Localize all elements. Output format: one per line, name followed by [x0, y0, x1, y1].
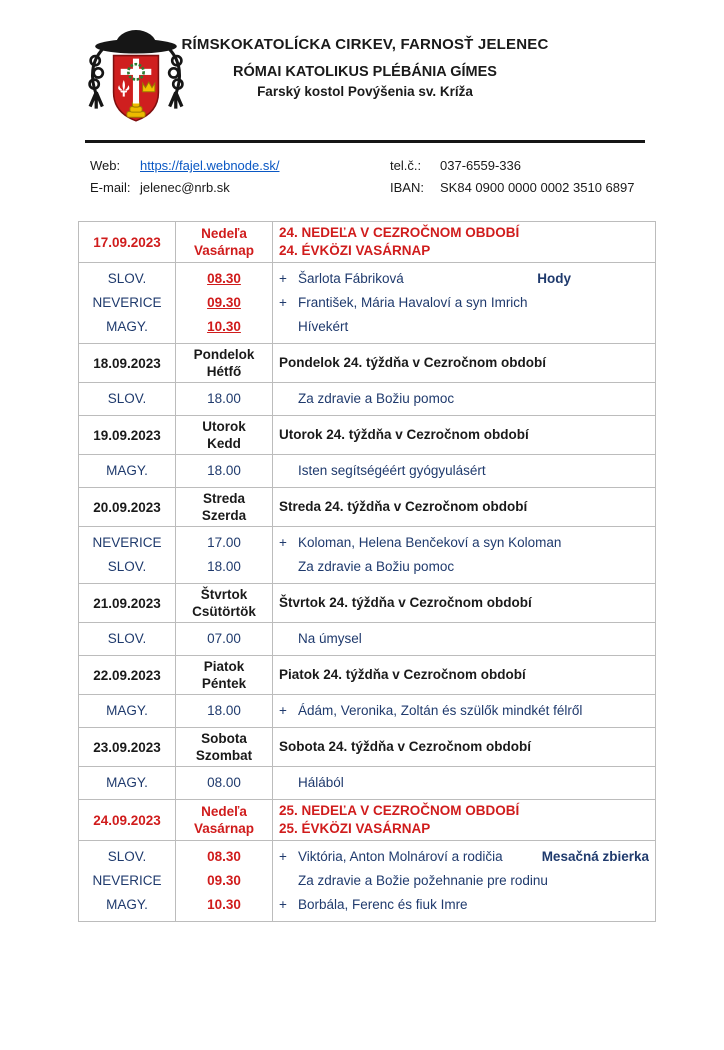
location-cell [79, 383, 176, 416]
table-row-mass [79, 767, 656, 800]
church-name: Farský kostol Povýšenia sv. Kríža [257, 84, 473, 99]
intention-note: Mesačná zbierka [541, 849, 649, 864]
date-cell: 20.09.2023 [79, 488, 176, 527]
liturgical-day-cell [273, 584, 656, 623]
mass-intention-line [279, 531, 649, 555]
day-name: Nedeľa [201, 226, 247, 241]
email-value: jelenec@nrb.sk [140, 180, 230, 195]
intention-cell [273, 527, 656, 584]
plus-sign: + [279, 703, 287, 718]
table-row-day [79, 344, 656, 383]
location-cell [79, 841, 176, 922]
time-cell [176, 695, 273, 728]
day-name: Nedeľa [201, 804, 247, 819]
mass-time: 17.00 [207, 535, 241, 550]
time-cell [176, 383, 273, 416]
day-name: Péntek [201, 676, 247, 691]
liturgical-day-title: Štvrtok 24. týždňa v Cezročnom období [279, 595, 532, 610]
mass-location: MAGY. [106, 897, 148, 912]
liturgical-day-cell [273, 656, 656, 695]
table-row-mass [79, 455, 656, 488]
day-name: Piatok [203, 659, 245, 674]
mass-intention-line [279, 291, 649, 315]
plus-sign: + [279, 295, 287, 310]
mass-intention-line [279, 315, 649, 339]
intention-text: Hívekért [298, 319, 349, 334]
header-divider [85, 140, 645, 143]
mass-intention-line [279, 771, 649, 795]
mass-time: 07.00 [207, 631, 241, 646]
liturgical-day-title: Pondelok 24. týždňa v Cezročnom období [279, 355, 547, 370]
intention-text: Hálából [298, 775, 344, 790]
table-row-day [79, 488, 656, 527]
intention-text: František, Mária Havaloví a syn Imrich [298, 295, 528, 310]
mass-location: NEVERICE [92, 873, 162, 888]
liturgical-day-cell [273, 344, 656, 383]
org-name-sk: RÍMSKOKATOLÍCKA CIRKEV, FARNOSŤ JELENEC [181, 36, 549, 53]
iban-value: SK84 0900 0000 0002 3510 6897 [440, 180, 635, 195]
mass-location: MAGY. [106, 319, 148, 334]
intention-cell [273, 841, 656, 922]
plus-sign [279, 387, 298, 411]
web-label: Web: [90, 158, 121, 173]
mass-time: 08.30 [207, 849, 241, 864]
mass-location: SLOV. [107, 631, 147, 646]
liturgical-day-title: Piatok 24. týždňa v Cezročnom období [279, 667, 526, 682]
mass-intention-line [279, 699, 649, 723]
intention-note: Hody [537, 271, 571, 286]
mass-time: 18.00 [207, 703, 241, 718]
plus-sign [279, 555, 298, 579]
mass-intention-line [279, 555, 649, 579]
date-cell: 17.09.2023 [79, 222, 176, 263]
intention-text: Na úmysel [298, 631, 362, 646]
day-name: Csütörtök [192, 604, 256, 619]
day-name-cell [176, 344, 273, 383]
day-name: Szerda [201, 508, 247, 523]
mass-location: MAGY. [106, 463, 148, 478]
day-name-cell [176, 728, 273, 767]
org-name-hu: RÓMAI KATOLIKUS PLÉBÁNIA GÍMES [233, 64, 497, 80]
mass-schedule-table [78, 221, 656, 922]
mass-time: 18.00 [207, 559, 241, 574]
mass-time: 18.00 [207, 391, 241, 406]
table-row-day [79, 584, 656, 623]
day-name: Kedd [207, 436, 241, 451]
mass-location: MAGY. [106, 703, 148, 718]
plus-sign: + [279, 849, 287, 864]
location-cell [79, 527, 176, 584]
time-cell [176, 841, 273, 922]
plus-sign [279, 459, 298, 483]
time-cell [176, 527, 273, 584]
tel-label: tel.č.: [390, 158, 422, 173]
liturgical-day-title: 24. ÉVKÖZI VASÁRNAP [279, 243, 431, 258]
liturgical-day-title: 25. ÉVKÖZI VASÁRNAP [279, 821, 431, 836]
mass-location: NEVERICE [92, 295, 162, 310]
day-name: Szombat [195, 748, 253, 763]
date-cell: 22.09.2023 [79, 656, 176, 695]
intention-text: Za zdravie a Božiu pomoc [298, 391, 455, 406]
date-cell: 21.09.2023 [79, 584, 176, 623]
time-cell [176, 767, 273, 800]
mass-location: SLOV. [107, 849, 147, 864]
day-name: Štvrtok [200, 587, 248, 602]
table-row-mass [79, 695, 656, 728]
liturgical-day-cell [273, 728, 656, 767]
date-cell: 18.09.2023 [79, 344, 176, 383]
table-row-mass [79, 527, 656, 584]
plus-sign [279, 869, 298, 893]
mass-location: NEVERICE [92, 535, 162, 550]
web-link[interactable]: https://fajel.webnode.sk/ [140, 158, 280, 173]
mass-time: 08.00 [207, 775, 241, 790]
mass-intention-line [279, 893, 649, 917]
intention-text: Koloman, Helena Benčekoví a syn Koloman [298, 535, 562, 550]
intention-text: Viktória, Anton Molnároví a rodičia [298, 849, 503, 864]
tel-value: 037-6559-336 [440, 158, 521, 173]
table-row-mass [79, 841, 656, 922]
day-name-cell [176, 222, 273, 263]
mass-time: 10.30 [207, 897, 241, 912]
day-name: Vasárnap [193, 821, 255, 836]
plus-sign: + [279, 897, 287, 912]
day-name-cell [176, 488, 273, 527]
day-name: Hétfő [206, 364, 242, 379]
mass-location: MAGY. [106, 775, 148, 790]
day-name: Sobota [201, 731, 247, 746]
liturgical-day-cell [273, 800, 656, 841]
table-row-day [79, 656, 656, 695]
day-name-cell [176, 656, 273, 695]
parish-schedule-page [0, 26, 724, 1050]
intention-text: Šarlota Fábriková [298, 271, 404, 286]
time-cell [176, 623, 273, 656]
mass-location: SLOV. [107, 391, 147, 406]
mass-time: 09.30 [207, 873, 241, 888]
date-cell: 24.09.2023 [79, 800, 176, 841]
mass-intention-line [279, 267, 649, 291]
intention-cell [273, 623, 656, 656]
mass-intention-line [279, 627, 649, 651]
day-name: Streda [202, 491, 246, 506]
intention-cell [273, 695, 656, 728]
liturgical-day-title: 25. NEDEĽA V CEZROČNOM OBDOBÍ [279, 803, 520, 818]
table-row-mass [79, 263, 656, 344]
mass-intention-line [279, 869, 649, 893]
intention-cell [273, 767, 656, 800]
day-name: Vasárnap [193, 243, 255, 258]
letterhead-titles [85, 36, 645, 99]
plus-sign: + [279, 535, 287, 550]
liturgical-day-cell [273, 416, 656, 455]
liturgical-day-title: Streda 24. týždňa v Cezročnom období [279, 499, 528, 514]
plus-sign: + [279, 271, 287, 286]
liturgical-day-title: Sobota 24. týždňa v Cezročnom období [279, 739, 532, 754]
location-cell [79, 263, 176, 344]
time-cell [176, 263, 273, 344]
mass-intention-line [279, 459, 649, 483]
liturgical-day-title: 24. NEDEĽA V CEZROČNOM OBDOBÍ [279, 225, 520, 240]
intention-text: Borbála, Ferenc és fiuk Imre [298, 897, 468, 912]
contact-block [90, 155, 724, 199]
plus-sign [279, 771, 298, 795]
email-label: E-mail: [90, 180, 131, 195]
intention-cell [273, 263, 656, 344]
table-row-day [79, 800, 656, 841]
mass-time: 18.00 [207, 463, 241, 478]
mass-time: 10.30 [207, 319, 241, 334]
location-cell [79, 767, 176, 800]
table-row-mass [79, 383, 656, 416]
liturgical-day-cell [273, 488, 656, 527]
date-cell: 23.09.2023 [79, 728, 176, 767]
table-row-day [79, 222, 656, 263]
mass-time: 08.30 [207, 271, 241, 286]
intention-text: Za zdravie a Božiu pomoc [298, 559, 455, 574]
mass-location: SLOV. [107, 559, 147, 574]
plus-sign [279, 627, 298, 651]
intention-cell [273, 455, 656, 488]
plus-sign [279, 315, 298, 339]
intention-cell [273, 383, 656, 416]
table-row-day [79, 728, 656, 767]
day-name-cell [176, 800, 273, 841]
location-cell [79, 623, 176, 656]
table-row-day [79, 416, 656, 455]
day-name-cell [176, 416, 273, 455]
table-row-mass [79, 623, 656, 656]
mass-location: SLOV. [107, 271, 147, 286]
intention-text: Za zdravie a Božie požehnanie pre rodinu [298, 873, 548, 888]
day-name: Utorok [202, 419, 246, 434]
intention-text: Isten segítségéért gyógyulásért [298, 463, 486, 478]
schedule-table-body [79, 222, 656, 922]
day-name: Pondelok [193, 347, 255, 362]
liturgical-day-title: Utorok 24. týždňa v Cezročnom období [279, 427, 529, 442]
time-cell [176, 455, 273, 488]
iban-label: IBAN: [390, 180, 424, 195]
liturgical-day-cell [273, 222, 656, 263]
day-name-cell [176, 584, 273, 623]
letterhead [85, 26, 645, 132]
date-cell: 19.09.2023 [79, 416, 176, 455]
location-cell [79, 455, 176, 488]
mass-intention-line [279, 387, 649, 411]
intention-text: Ádám, Veronika, Zoltán és szülők mindkét félről [298, 703, 583, 718]
mass-intention-line [279, 845, 649, 869]
location-cell [79, 695, 176, 728]
mass-time: 09.30 [207, 295, 241, 310]
